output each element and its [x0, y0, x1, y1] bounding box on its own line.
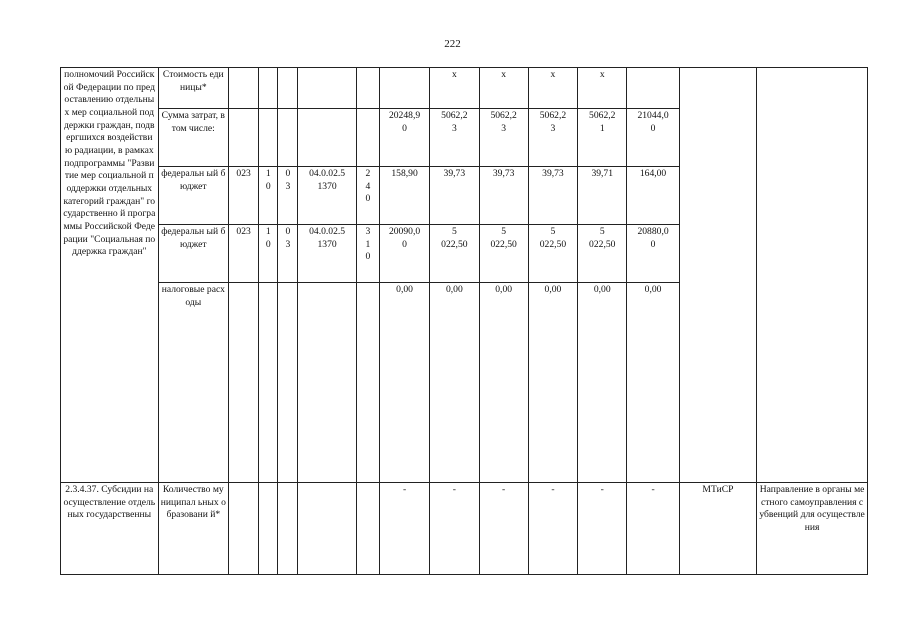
rz-cell [259, 283, 278, 483]
vr-cell [356, 483, 379, 575]
value-cell: 20880,0 0 [627, 225, 679, 283]
executor-cell [679, 68, 756, 483]
pr-cell: 0 3 [278, 167, 298, 225]
grbs-cell: 023 [229, 225, 259, 283]
value-cell: 39,71 [578, 167, 627, 225]
value-cell: - [528, 483, 577, 575]
csr-cell [298, 483, 356, 575]
value-cell: 0,00 [479, 283, 528, 483]
pr-cell: 0 3 [278, 225, 298, 283]
rz-cell [259, 109, 278, 167]
value-cell: 39,73 [430, 167, 479, 225]
value-cell: 20248,9 0 [379, 109, 429, 167]
activity-name-cell: 2.3.4.37. Субсидии на осуществление отдельных государственны [61, 483, 159, 575]
value-cell: 5062,2 1 [578, 109, 627, 167]
pr-cell [278, 68, 298, 109]
vr-cell: 2 4 0 [356, 167, 379, 225]
rz-cell [259, 483, 278, 575]
indicator-label: федеральн ый бюджет [158, 225, 228, 283]
csr-cell [298, 109, 356, 167]
vr-cell [356, 109, 379, 167]
rz-cell: 1 0 [259, 167, 278, 225]
value-cell: x [479, 68, 528, 109]
vr-cell [356, 283, 379, 483]
value-cell: 39,73 [479, 167, 528, 225]
grbs-cell [229, 68, 259, 109]
indicator-label: федеральн ый бюджет [158, 167, 228, 225]
value-cell: 0,00 [379, 283, 429, 483]
value-cell [627, 68, 679, 109]
value-cell: 158,90 [379, 167, 429, 225]
rz-cell: 1 0 [259, 225, 278, 283]
result-cell: Направление в органы местного самоуправления субвенций для осуществления [757, 483, 868, 575]
table-row [61, 483, 868, 575]
pr-cell [278, 483, 298, 575]
value-cell: 5 022,50 [528, 225, 577, 283]
grbs-cell [229, 109, 259, 167]
value-cell: 5 022,50 [479, 225, 528, 283]
pr-cell [278, 109, 298, 167]
indicator-label: Сумма затрат, в том числе: [158, 109, 228, 167]
indicator-label: налоговые расходы [158, 283, 228, 483]
indicator-label: Стоимость единицы* [158, 68, 228, 109]
csr-cell [298, 68, 356, 109]
grbs-cell [229, 483, 259, 575]
grbs-cell: 023 [229, 167, 259, 225]
value-cell: 0,00 [430, 283, 479, 483]
value-cell: 5062,2 3 [528, 109, 577, 167]
value-cell: 164,00 [627, 167, 679, 225]
value-cell: 0,00 [528, 283, 577, 483]
value-cell: - [379, 483, 429, 575]
vr-cell: 3 1 0 [356, 225, 379, 283]
csr-cell: 04.0.02.5 1370 [298, 225, 356, 283]
value-cell: 39,73 [528, 167, 577, 225]
pr-cell [278, 283, 298, 483]
activity-name-cell: полномочий Российской Федерации по предоставлению отдельных мер социальной поддержки граждан, подвергшихся воздействию радиации, в рамках подпрограммы "Развитие мер социальной поддержки отдельных категорий граждан" государственно й программы Российской Федерации "Социальная поддержка граждан" [61, 68, 159, 483]
value-cell: - [479, 483, 528, 575]
value-cell: x [430, 68, 479, 109]
table-row [61, 68, 868, 109]
csr-cell: 04.0.02.5 1370 [298, 167, 356, 225]
value-cell: 5 022,50 [578, 225, 627, 283]
value-cell: 0,00 [578, 283, 627, 483]
csr-cell [298, 283, 356, 483]
vr-cell [356, 68, 379, 109]
rz-cell [259, 68, 278, 109]
value-cell [379, 68, 429, 109]
executor-cell: МТиСР [679, 483, 756, 575]
budget-table [60, 67, 868, 575]
value-cell: 5 022,50 [430, 225, 479, 283]
result-cell [757, 68, 868, 483]
value-cell: 0,00 [627, 283, 679, 483]
grbs-cell [229, 283, 259, 483]
value-cell: x [578, 68, 627, 109]
value-cell: - [430, 483, 479, 575]
value-cell: 5062,2 3 [479, 109, 528, 167]
value-cell: x [528, 68, 577, 109]
value-cell: - [578, 483, 627, 575]
indicator-label: Количество муниципал ьных образовани й* [158, 483, 228, 575]
value-cell: - [627, 483, 679, 575]
page-number: 222 [444, 38, 461, 50]
value-cell: 5062,2 3 [430, 109, 479, 167]
value-cell: 20090,0 0 [379, 225, 429, 283]
value-cell: 21044,0 0 [627, 109, 679, 167]
